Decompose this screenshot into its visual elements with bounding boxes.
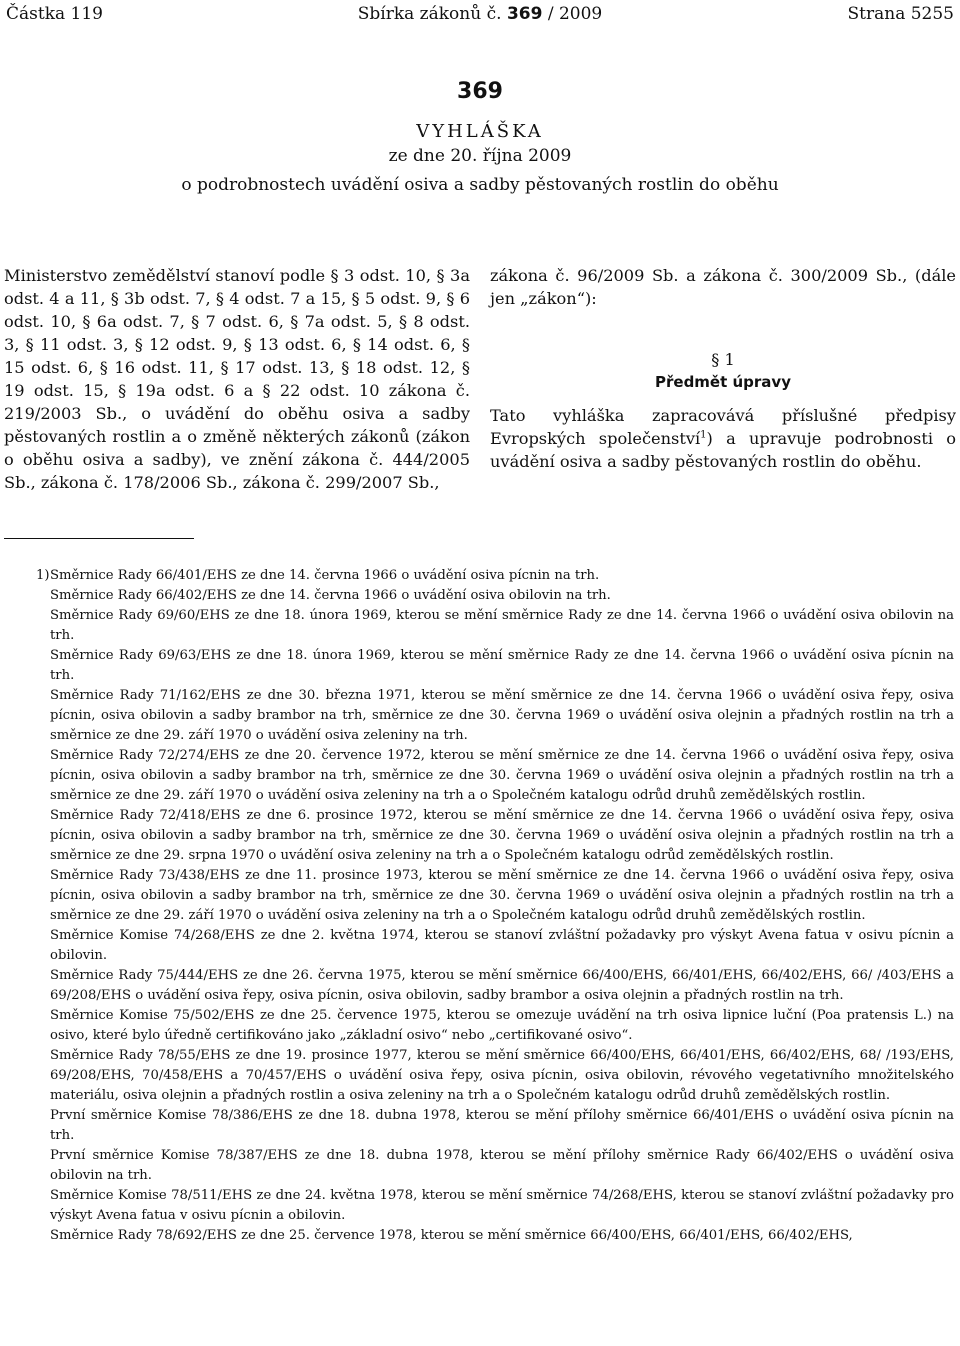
footnote-item: První směrnice Komise 78/386/EHS ze dne 18. dubna 1978, kterou se mění přílohy směrnice 66/401/EHS o uvádění osiva pícnin na trh.: [50, 1108, 954, 1143]
footnote-item: První směrnice Komise 78/387/EHS ze dne 18. dubna 1978, kterou se mění přílohy směrnice Rady 66/402/EHS o uvádění osiva obilovin na trh.: [50, 1148, 954, 1183]
document-subject: o podrobnostech uvádění osiva a sadby pěstovaných rostlin do oběhu: [181, 175, 779, 195]
page-header: [6, 4, 954, 30]
footnote-item: Směrnice Rady 72/418/EHS ze dne 6. prosince 1972, kterou se mění směrnice ze dne 14. června 1966 o uvádění osiva řepy, osiva pícnin, osiva obilovin a sadby brambor na trh, směrnice ze dne 30. června 1969 o uvádění osiva olejnin a přadných rostlin na trh a směrnice ze dne 29. srpna 1970 o uvádění osiva zeleniny na trh a o Společném katalogu odrůd zemědělských rostlin.: [50, 808, 954, 863]
document-number: 369: [457, 79, 503, 104]
section-body: [490, 404, 956, 473]
collection-label: [6, 4, 954, 24]
footnote-item: Směrnice Komise 74/268/EHS ze dne 2. května 1974, kterou se stanoví zvláštní požadavky pro výskyt Avena fatua v osivu pícnin a obilovin.: [50, 928, 954, 963]
issue-part: Částka 119: [6, 4, 103, 24]
footnote-reference: 1: [700, 429, 707, 441]
collection-number: 369: [506, 4, 543, 24]
footnote-item: Směrnice Rady 72/274/EHS ze dne 20. července 1972, kterou se mění směrnice ze dne 14. června 1966 o uvádění osiva řepy, osiva pícnin, osiva obilovin a sadby brambor na trh, směrnice ze dne 30. června 1969 o uvádění osiva olejnin a přadných rostlin na trh a směrnice ze dne 29. září 1970 o uvádění osiva zeleniny na trh a o Společném katalogu odrůd druhů zemědělských rostlin.: [50, 748, 954, 803]
title-block: [0, 78, 960, 198]
page-number: Strana 5255: [847, 4, 954, 24]
footnote-item: Směrnice Rady 78/55/EHS ze dne 19. prosince 1977, kterou se mění směrnice 66/400/EHS, 66/401/EHS, 66/402/EHS, 68/ /193/EHS, 69/208/EHS, 70/458/EHS a 70/457/EHS o uvádění osiva řepy, osiva pícnin, osiva obilovin, révového vegetativního množitelského materiálu, osiva olejnin a přadných rostlin a osiva zeleniny na trh a o Společném katalogu odrůd druhů zemědělských rostlin.: [50, 1048, 954, 1103]
footnote-item: Směrnice Rady 78/692/EHS ze dne 25. července 1978, kterou se mění směrnice 66/400/EHS, 66/401/EHS, 66/402/EHS,: [50, 1228, 853, 1243]
footnote-marker: 1): [36, 568, 50, 583]
section-sign: § 1: [711, 350, 735, 369]
footnote-divider: [4, 538, 194, 539]
preamble: Ministerstvo zemědělství stanoví podle § 3 odst. 10, § 3a odst. 4 a 11, § 3b odst. 7, § 4 odst. 7 a 15, § 5 odst. 9, § 6 odst. 10, § 6a odst. 7, § 7 odst. 6, § 7a odst. 5, § 8 odst. 3, § 11 odst. 3, § 12 odst. 9, § 13 odst. 6, § 14 odst. 6, § 15 odst. 6, § 16 odst. 11, § 17 odst. 13, § 18 odst. 12, § 19 odst. 15, § 19a odst. 6 a § 22 odst. 10 zákona č. 219/2003 Sb., o uvádění do oběhu osiva a sadby pěstovaných rostlin a o změně některých zákonů (zákon o oběhu osiva a sadby), ve znění zákona č. 444/2005 Sb., zákona č. 178/2006 Sb., zákona č. 299/2007 Sb.,: [4, 266, 470, 492]
footnote-item: Směrnice Rady 66/402/EHS ze dne 14. června 1966 o uvádění osiva obilovin na trh.: [50, 588, 611, 603]
footnote-item: Směrnice Rady 66/401/EHS ze dne 14. června 1966 o uvádění osiva pícnin na trh.: [50, 568, 600, 583]
footnote-item: Směrnice Komise 78/511/EHS ze dne 24. května 1978, kterou se mění směrnice 74/268/EHS, kterou se stanoví zvláštní požadavky pro výskyt Avena fatua v osivu pícnin a obilovin.: [50, 1188, 954, 1223]
footnote-item: Směrnice Rady 69/63/EHS ze dne 18. února 1969, kterou se mění směrnice Rady ze dne 14. června 1966 o uvádění osiva pícnin na trh.: [50, 648, 954, 683]
document-type: VYHLÁŠKA: [416, 121, 544, 142]
section-heading: Předmět úpravy: [655, 373, 791, 391]
footnotes: [36, 566, 954, 1246]
footnote-item: Směrnice Rady 73/438/EHS ze dne 11. prosince 1973, kterou se mění směrnice ze dne 14. června 1966 o uvádění osiva řepy, osiva pícnin, osiva obilovin a sadby brambor na trh, směrnice ze dne 30. června 1969 o uvádění osiva olejnin a přadných rostlin na trh a směrnice ze dne 29. září 1970 o uvádění osiva zeleniny na trh a o Společném katalogu odrůd druhů zemědělských rostlin.: [50, 868, 954, 923]
right-column: [490, 264, 956, 473]
footnote-item: Směrnice Rady 69/60/EHS ze dne 18. února 1969, kterou se mění směrnice Rady ze dne 14. června 1966 o uvádění osiva obilovin na trh.: [50, 608, 954, 643]
collection-year: / 2009: [547, 4, 603, 24]
preamble-continuation: zákona č. 96/2009 Sb. a zákona č. 300/2009 Sb., (dále jen „zákon“):: [490, 266, 956, 308]
footnote-item: Směrnice Rady 71/162/EHS ze dne 30. března 1971, kterou se mění směrnice ze dne 14. června 1966 o uvádění osiva řepy, osiva pícnin, osiva obilovin a sadby brambor na trh, směrnice ze dne 30. června 1969 o uvádění osiva olejnin a přadných rostlin na trh a směrnice ze dne 29. září 1970 o uvádění osiva zeleniny na trh.: [50, 688, 954, 743]
section-body-end: ) a upravuje podrobnosti o uvádění osiva a sadby pěstovaných rostlin do oběhu.: [490, 429, 956, 471]
document-date: ze dne 20. října 2009: [388, 146, 572, 166]
footnote-list: [50, 566, 954, 1246]
footnote-item: Směrnice Rady 75/444/EHS ze dne 26. června 1975, kterou se mění směrnice 66/400/EHS, 66/401/EHS, 66/402/EHS, 66/ /403/EHS a 69/208/EHS o uvádění osiva řepy, osiva pícnin, osiva obilovin, sadby brambor a osiva olejnin a přadných rostlin na trh.: [50, 968, 954, 1003]
collection-prefix: Sbírka zákonů č.: [357, 4, 502, 24]
footnote-item: Směrnice Komise 75/502/EHS ze dne 25. července 1975, kterou se omezuje uvádění na trh osiva lipnice luční (Poa pratensis L.) na osivo, které bylo úředně certifikováno jako „základní osivo“ nebo „certifikované osivo“.: [50, 1008, 954, 1043]
section-body-start: Tato vyhláška zapracovává příslušné předpisy Evropských společenství: [490, 406, 956, 448]
